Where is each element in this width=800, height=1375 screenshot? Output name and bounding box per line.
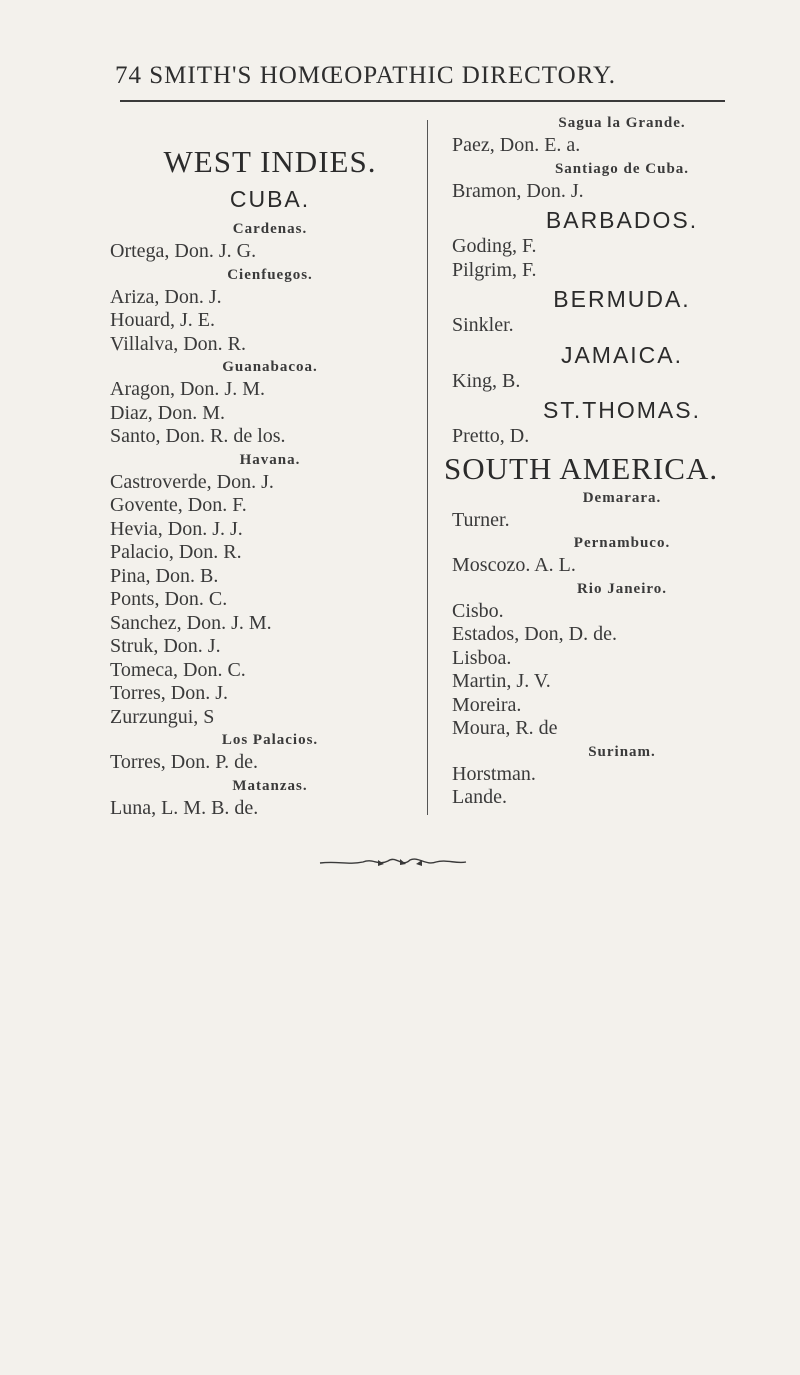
- left-groups: [110, 218, 430, 820]
- physician-name: Torres, Don. P. de.: [110, 751, 259, 773]
- city-heading: Cienfuegos.: [227, 266, 313, 283]
- physician-name: Turner.: [452, 508, 510, 531]
- city-heading: Pernambuco.: [573, 535, 671, 551]
- city-heading: Demarara.: [582, 489, 662, 506]
- ornament-flourish: [318, 852, 468, 872]
- physician-name: Houard, J. E.: [110, 309, 215, 331]
- country-heading: BERMUDA.: [553, 286, 691, 312]
- physician-name: Aragon, Don. J. M.: [110, 378, 265, 400]
- country-heading: JAMAICA.: [560, 341, 684, 368]
- physician-name: Lande.: [452, 786, 507, 808]
- city-heading: Guanabacoa.: [222, 359, 318, 375]
- city-heading: Santiago de Cuba.: [554, 160, 690, 177]
- physician-name: Zurzungui, S: [110, 705, 215, 728]
- physician-name: Palacio, Don. R.: [110, 541, 242, 563]
- left-column: [110, 112, 430, 820]
- physician-name: Cisbo.: [452, 599, 504, 622]
- physician-name: Struk, Don. J.: [110, 635, 221, 657]
- physician-name: Hevia, Don. J. J.: [110, 517, 243, 540]
- physician-name: Pina, Don. B.: [110, 564, 219, 587]
- physician-name: Ortega, Don. J. G.: [110, 240, 257, 262]
- region-heading: WEST INDIES.: [163, 144, 377, 179]
- physician-name: Sinkler.: [452, 314, 514, 336]
- city-heading: Surinam.: [588, 743, 656, 760]
- city-heading: Los Palacios.: [221, 732, 319, 748]
- physician-name: Bramon, Don. J.: [452, 179, 584, 202]
- country-heading: CUBA.: [229, 186, 311, 212]
- physician-name: Villalva, Don. R.: [110, 332, 247, 355]
- city-heading: Sagua la Grande.: [558, 115, 686, 131]
- physician-name: Govente, Don. F.: [110, 494, 247, 516]
- south-america-groups: [452, 487, 792, 810]
- physician-name: Castroverde, Don. J.: [110, 470, 274, 493]
- header-rule: [120, 100, 725, 102]
- country-heading: BARBADOS.: [545, 207, 699, 233]
- physician-name: Ariza, Don. J.: [110, 285, 222, 308]
- physician-name: Luna, L. M. B. de.: [110, 796, 259, 819]
- physician-name: Sanchez, Don. J. M.: [110, 611, 272, 634]
- physician-name: Pilgrim, F.: [452, 258, 537, 281]
- physician-name: King, B.: [452, 369, 521, 392]
- country-heading: ST.THOMAS.: [542, 397, 701, 423]
- physician-name: Goding, F.: [452, 235, 537, 257]
- right-top-groups: [452, 112, 792, 203]
- physician-name: Lisboa.: [452, 646, 512, 669]
- city-heading: Cardenas.: [232, 221, 308, 237]
- physician-name: Estados, Don, D. de.: [452, 623, 617, 645]
- physician-name: Diaz, Don. M.: [110, 401, 225, 424]
- physician-name: Ponts, Don. C.: [110, 588, 228, 610]
- physician-name: Moura, R. de: [452, 717, 558, 739]
- physician-name: Moscozo. A. L.: [452, 554, 576, 576]
- physician-name: Santo, Don. R. de los.: [110, 425, 286, 447]
- physician-name: Horstman.: [452, 762, 536, 785]
- city-heading: Matanzas.: [232, 777, 308, 794]
- physician-name: Pretto, D.: [452, 425, 530, 447]
- physician-name: Martin, J. V.: [452, 670, 551, 692]
- city-heading: Havana.: [239, 451, 301, 468]
- running-head: 74 SMITH'S HOMŒOPATHIC DIRECTORY.: [115, 62, 617, 89]
- right-column: [444, 112, 792, 810]
- right-countries: [452, 205, 792, 449]
- physician-name: Paez, Don. E. a.: [452, 134, 581, 156]
- region-heading-south-america: SOUTH AMERICA.: [444, 450, 719, 486]
- physician-name: Moreira.: [452, 693, 522, 716]
- city-heading: Rio Janeiro.: [576, 580, 668, 597]
- physician-name: Tomeca, Don. C.: [110, 658, 246, 681]
- physician-name: Torres, Don. J.: [110, 682, 229, 704]
